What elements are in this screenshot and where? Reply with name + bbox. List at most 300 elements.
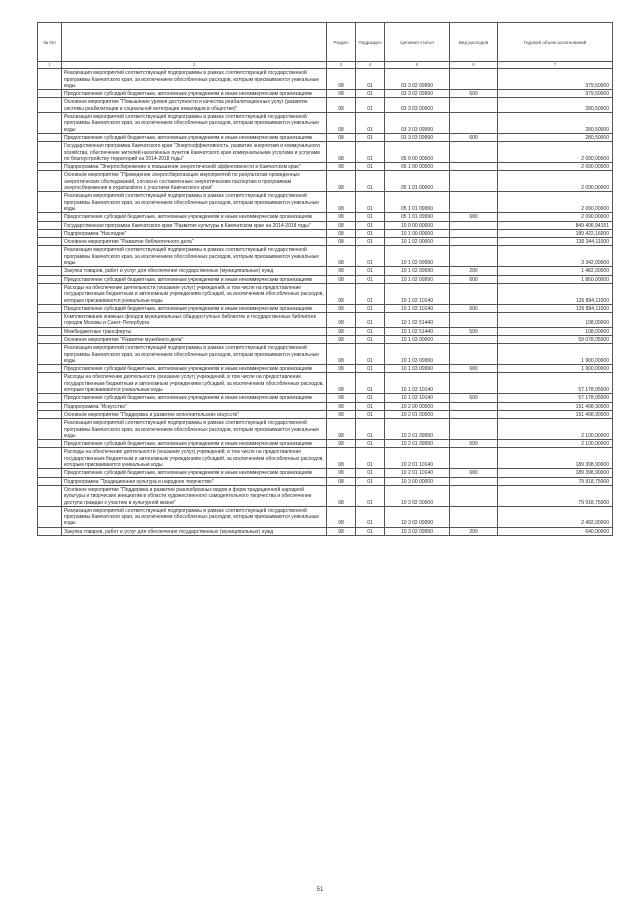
num-cell — [38, 192, 62, 213]
vr-cell — [450, 313, 498, 328]
amount-cell: 640,00000 — [498, 527, 613, 535]
vr-cell — [450, 373, 498, 394]
name-cell: Реализация мероприятий соответствующей подпрограммы в рамках соответствующей государственной программы Камчатского края, за исключением обособленных расходов, которым присваиваются уникальные коды — [62, 192, 327, 213]
header-razdel: Раздел — [327, 23, 356, 62]
csr-cell: 10 1 02 00000 — [385, 238, 450, 246]
amount-cell: 126 894,11000 — [498, 283, 613, 304]
table-row — [38, 213, 613, 221]
table-row — [38, 163, 613, 171]
razdel-cell: 08 — [327, 142, 356, 163]
table-row — [38, 448, 613, 469]
table-row — [38, 171, 613, 192]
num-cell — [38, 98, 62, 113]
name-cell: Реализация мероприятий соответствующей подпрограммы в рамках соответствующей государственной программы Камчатского края, за исключением обособленных расходов, которым присваиваются уникальные коды — [62, 506, 327, 527]
csr-cell: 05 1 01 09990 — [385, 213, 450, 221]
razdel-cell: 08 — [327, 98, 356, 113]
amount-cell: 3 342,00000 — [498, 246, 613, 267]
csr-cell: 10 3 02 00000 — [385, 485, 450, 506]
amount-cell: 2 090,00000 — [498, 163, 613, 171]
table-row — [38, 133, 613, 141]
razdel-cell: 08 — [327, 402, 356, 410]
header-podrazdel: Подраздел — [356, 23, 385, 62]
table-row — [38, 275, 613, 283]
amount-cell: 126 894,11000 — [498, 304, 613, 312]
razdel-cell: 08 — [327, 163, 356, 171]
amount-cell: 1 482,00000 — [498, 267, 613, 275]
table-row — [38, 221, 613, 229]
name-cell: Реализация мероприятий соответствующей подпрограммы в рамках соответствующей государственной программы Камчатского края, за исключением обособленных расходов, которым присваиваются уникальные коды — [62, 246, 327, 267]
name-cell: Реализация мероприятий соответствующей подпрограммы в рамках соответствующей государственной программы Камчатского края, за исключением обособленных расходов, которым присваиваются уникальные коды — [62, 113, 327, 134]
name-cell: Предоставление субсидий бюджетным, автономным учреждениям и иным некоммерческим организациям — [62, 394, 327, 402]
vr-cell — [450, 229, 498, 237]
razdel-cell: 08 — [327, 69, 356, 90]
table-row — [38, 394, 613, 402]
name-cell: Расходы на обеспечение деятельности (оказание услуг) учреждений, в том числе на предоставление государственным бюджетным и автономным учреждениям субсидий, за исключением обособленных расходов, которым присваиваются уникальные коды — [62, 448, 327, 469]
table-row — [38, 365, 613, 373]
razdel-cell: 08 — [327, 373, 356, 394]
vr-cell — [450, 344, 498, 365]
table-row — [38, 192, 613, 213]
name-cell: Государственная программа Камчатского края "Энергоэффективность, развитие энергетики и коммунального хозяйства, обеспечение жителей населенных пунктов Камчатского края коммунальными услугами и услугами по благоустройству территорий на 2014-2018 годы" — [62, 142, 327, 163]
header-name — [62, 23, 327, 62]
amount-cell: 189 422,16000 — [498, 229, 613, 237]
amount-cell: 191 498,90000 — [498, 410, 613, 418]
razdel-cell: 08 — [327, 283, 356, 304]
name-cell: Реализация мероприятий соответствующей подпрограммы в рамках соответствующей государственной программы Камчатского края, за исключением обособленных расходов, которым присваиваются уникальные коды — [62, 344, 327, 365]
vr-cell: 600 — [450, 213, 498, 221]
name-cell: Предоставление субсидий бюджетным, автономным учреждениям и иным некоммерческим организациям — [62, 304, 327, 312]
vr-cell — [450, 142, 498, 163]
header-vr: Вид расходов — [450, 23, 498, 62]
amount-cell: 2 100,00000 — [498, 419, 613, 440]
podrazdel-cell: 01 — [356, 506, 385, 527]
podrazdel-cell: 01 — [356, 527, 385, 535]
vr-cell: 600 — [450, 275, 498, 283]
vr-cell: 600 — [450, 365, 498, 373]
name-cell: Реализация мероприятий соответствующей подпрограммы в рамках соответствующей государственной программы Камчатского края, за исключением обособленных расходов, которым присваиваются уникальные коды — [62, 419, 327, 440]
amount-cell: 108,00000 — [498, 327, 613, 335]
num-cell — [38, 410, 62, 418]
csr-cell: 03 3 02 09990 — [385, 69, 450, 90]
name-cell: Основное мероприятие "Поддержка и развитие разнообразных видов и форм традиционной народной культуры и творческих инициатив в области художественного самодеятельного творчества и обеспечение доступа граждан к участию в культурной жизни" — [62, 485, 327, 506]
num-cell — [38, 267, 62, 275]
num-cell — [38, 527, 62, 535]
razdel-cell: 08 — [327, 327, 356, 335]
razdel-cell: 08 — [327, 267, 356, 275]
amount-cell: 2 090,00000 — [498, 171, 613, 192]
razdel-cell: 08 — [327, 410, 356, 418]
razdel-cell: 08 — [327, 113, 356, 134]
table-row — [38, 69, 613, 90]
vr-cell: 600 — [450, 133, 498, 141]
table-row — [38, 373, 613, 394]
vr-cell — [450, 238, 498, 246]
budget-table — [37, 22, 613, 536]
razdel-cell: 08 — [327, 506, 356, 527]
amount-cell: 2 100,00000 — [498, 440, 613, 448]
podrazdel-cell: 01 — [356, 192, 385, 213]
amount-cell: 280,50000 — [498, 133, 613, 141]
amount-cell: 2 090,00000 — [498, 213, 613, 221]
csr-cell: 10 1 03 10140 — [385, 394, 450, 402]
table-row — [38, 419, 613, 440]
page-number: 51 — [316, 887, 324, 893]
amount-cell: 379,50000 — [498, 69, 613, 90]
column-index: 5 — [385, 62, 450, 69]
podrazdel-cell: 01 — [356, 133, 385, 141]
vr-cell — [450, 402, 498, 410]
podrazdel-cell: 01 — [356, 163, 385, 171]
num-cell — [38, 448, 62, 469]
num-cell — [38, 90, 62, 98]
num-cell — [38, 440, 62, 448]
amount-cell: 2 492,00000 — [498, 506, 613, 527]
podrazdel-cell: 01 — [356, 485, 385, 506]
vr-cell: 600 — [450, 469, 498, 477]
podrazdel-cell: 01 — [356, 419, 385, 440]
razdel-cell: 08 — [327, 365, 356, 373]
razdel-cell: 08 — [327, 246, 356, 267]
name-cell: Межбюджетные трансферты — [62, 327, 327, 335]
amount-cell: 108,00000 — [498, 313, 613, 328]
csr-cell: 10 2 01 09990 — [385, 440, 450, 448]
podrazdel-cell: 01 — [356, 313, 385, 328]
csr-cell: 10 1 02 09990 — [385, 275, 450, 283]
csr-cell: 10 2 01 09990 — [385, 419, 450, 440]
amount-cell: 189 398,90000 — [498, 469, 613, 477]
name-cell: Предоставление субсидий бюджетным, автономным учреждениям и иным некоммерческим организациям — [62, 90, 327, 98]
table-row — [38, 229, 613, 237]
column-index: 2 — [62, 62, 327, 69]
vr-cell — [450, 171, 498, 192]
podrazdel-cell: 01 — [356, 283, 385, 304]
podrazdel-cell: 01 — [356, 246, 385, 267]
name-cell: Предоставление субсидий бюджетным, автономным учреждениям и иным некоммерческим организациям — [62, 275, 327, 283]
amount-cell: 130 344,11000 — [498, 238, 613, 246]
podrazdel-cell: 01 — [356, 304, 385, 312]
razdel-cell: 08 — [327, 238, 356, 246]
csr-cell: 10 1 02 10140 — [385, 304, 450, 312]
name-cell: Реализация мероприятий соответствующей подпрограммы в рамках соответствующей государственной программы Камчатского края, за исключением обособленных расходов, которым присваиваются уникальные коды — [62, 69, 327, 90]
csr-cell: 10 2 01 00000 — [385, 410, 450, 418]
name-cell: Предоставление субсидий бюджетным, автономным учреждениям и иным некоммерческим организациям — [62, 440, 327, 448]
table-row — [38, 238, 613, 246]
amount-cell: 1 900,00000 — [498, 344, 613, 365]
csr-cell: 10 1 03 09990 — [385, 365, 450, 373]
csr-cell: 10 1 03 00000 — [385, 335, 450, 343]
name-cell: Закупка товаров, работ и услуг для обеспечения государственных (муниципальных) нужд — [62, 267, 327, 275]
razdel-cell: 08 — [327, 229, 356, 237]
num-cell — [38, 275, 62, 283]
name-cell: Основное мероприятие "Развитие музейного дела" — [62, 335, 327, 343]
name-cell: Подпрограмма "Традиционная культура и народное творчество" — [62, 477, 327, 485]
name-cell: Основное мероприятие "Развитие библиотечного дела" — [62, 238, 327, 246]
podrazdel-cell: 01 — [356, 477, 385, 485]
table-row — [38, 477, 613, 485]
podrazdel-cell: 01 — [356, 373, 385, 394]
name-cell: Государственная программа Камчатского края "Развитие культуры в Камчатском крае на 2014-2018 годы" — [62, 221, 327, 229]
csr-cell: 10 1 02 51440 — [385, 313, 450, 328]
table-row — [38, 402, 613, 410]
razdel-cell: 08 — [327, 440, 356, 448]
table-row — [38, 469, 613, 477]
num-cell — [38, 469, 62, 477]
csr-cell: 10 3 00 00000 — [385, 477, 450, 485]
table-body — [38, 69, 613, 536]
csr-cell: 10 1 00 00000 — [385, 229, 450, 237]
name-cell: Комплектование книжных фондов муниципальных общедоступных библиотек и государственных библиотек городов Москвы и Санкт-Петербурга — [62, 313, 327, 328]
num-cell — [38, 163, 62, 171]
table-row — [38, 335, 613, 343]
podrazdel-cell: 01 — [356, 469, 385, 477]
budget-table-sheet — [37, 22, 612, 536]
num-cell — [38, 313, 62, 328]
podrazdel-cell: 01 — [356, 335, 385, 343]
table-row — [38, 267, 613, 275]
amount-cell: 1 900,00000 — [498, 365, 613, 373]
name-cell: Основное мероприятие "Повышение уровня доступности и качества реабилитационных услуг (развитие системы реабилитации и социальной интеграции инвалидов в обществе)" — [62, 98, 327, 113]
vr-cell — [450, 419, 498, 440]
csr-cell: 05 1 00 00000 — [385, 163, 450, 171]
razdel-cell: 08 — [327, 394, 356, 402]
table-row — [38, 313, 613, 328]
razdel-cell: 08 — [327, 477, 356, 485]
razdel-cell: 08 — [327, 304, 356, 312]
csr-cell: 10 1 02 51440 — [385, 327, 450, 335]
num-cell — [38, 238, 62, 246]
table-row — [38, 142, 613, 163]
num-cell — [38, 133, 62, 141]
num-cell — [38, 335, 62, 343]
amount-cell: 191 498,90000 — [498, 402, 613, 410]
vr-cell — [450, 98, 498, 113]
vr-cell — [450, 410, 498, 418]
razdel-cell: 08 — [327, 213, 356, 221]
name-cell: Предоставление субсидий бюджетным, автономным учреждениям и иным некоммерческим организациям — [62, 365, 327, 373]
name-cell: Подпрограмма "Наследие" — [62, 229, 327, 237]
razdel-cell: 08 — [327, 485, 356, 506]
num-cell — [38, 246, 62, 267]
amount-cell: 57 178,05000 — [498, 373, 613, 394]
razdel-cell: 08 — [327, 469, 356, 477]
amount-cell: 59 078,05000 — [498, 335, 613, 343]
podrazdel-cell: 01 — [356, 229, 385, 237]
amount-cell: 280,50000 — [498, 98, 613, 113]
podrazdel-cell: 01 — [356, 410, 385, 418]
table-row — [38, 506, 613, 527]
header-csr: Целевая статья — [385, 23, 450, 62]
podrazdel-cell: 01 — [356, 238, 385, 246]
num-cell — [38, 402, 62, 410]
column-index: 6 — [450, 62, 498, 69]
csr-cell: 05 1 01 00000 — [385, 171, 450, 192]
num-cell — [38, 283, 62, 304]
csr-cell: 10 0 00 00000 — [385, 221, 450, 229]
razdel-cell: 08 — [327, 275, 356, 283]
vr-cell — [450, 485, 498, 506]
amount-cell: 849 406,94151 — [498, 221, 613, 229]
csr-cell: 10 1 03 09990 — [385, 344, 450, 365]
table-row — [38, 344, 613, 365]
podrazdel-cell: 01 — [356, 365, 385, 373]
podrazdel-cell: 01 — [356, 440, 385, 448]
num-cell — [38, 229, 62, 237]
num-cell — [38, 69, 62, 90]
amount-cell: 2 090,00000 — [498, 142, 613, 163]
podrazdel-cell: 01 — [356, 98, 385, 113]
vr-cell — [450, 192, 498, 213]
vr-cell — [450, 448, 498, 469]
vr-cell — [450, 113, 498, 134]
vr-cell: 600 — [450, 394, 498, 402]
table-row — [38, 246, 613, 267]
razdel-cell: 08 — [327, 171, 356, 192]
vr-cell — [450, 246, 498, 267]
podrazdel-cell: 01 — [356, 142, 385, 163]
name-cell: Основное мероприятие "Проведение энергосберегающих мероприятий по результатам проведенных энергетических обследований, согласно составленным энергетическим паспортам и программам энергосбережения в organizations с участием Камчатского края" — [62, 171, 327, 192]
table-row — [38, 98, 613, 113]
name-cell: Расходы на обеспечение деятельности (оказание услуг) учреждений, в том числе на предоставление государственным бюджетным и автономным учреждениям субсидий, за исключением обособленных расходов, которым присваиваются уникальные коды — [62, 283, 327, 304]
csr-cell: 03 3 02 09990 — [385, 90, 450, 98]
vr-cell: 600 — [450, 304, 498, 312]
num-cell — [38, 304, 62, 312]
num-cell — [38, 485, 62, 506]
podrazdel-cell: 01 — [356, 344, 385, 365]
table-row — [38, 485, 613, 506]
num-cell — [38, 142, 62, 163]
table-row — [38, 113, 613, 134]
name-cell: Закупка товаров, работ и услуг для обеспечения государственных (муниципальных) нужд — [62, 527, 327, 535]
header-row — [38, 23, 613, 62]
header-num: № п/п — [38, 23, 62, 62]
razdel-cell: 08 — [327, 221, 356, 229]
podrazdel-cell: 01 — [356, 69, 385, 90]
podrazdel-cell: 01 — [356, 213, 385, 221]
razdel-cell: 08 — [327, 527, 356, 535]
razdel-cell: 08 — [327, 335, 356, 343]
podrazdel-cell: 01 — [356, 402, 385, 410]
amount-cell: 57 178,05000 — [498, 394, 613, 402]
num-cell — [38, 344, 62, 365]
table-row — [38, 527, 613, 535]
csr-cell: 03 3 03 09990 — [385, 113, 450, 134]
podrazdel-cell: 01 — [356, 394, 385, 402]
razdel-cell: 08 — [327, 133, 356, 141]
amount-cell: 280,50000 — [498, 113, 613, 134]
vr-cell: 500 — [450, 327, 498, 335]
podrazdel-cell: 01 — [356, 90, 385, 98]
razdel-cell: 08 — [327, 192, 356, 213]
csr-cell: 05 0 00 00000 — [385, 142, 450, 163]
vr-cell — [450, 506, 498, 527]
column-index-row — [38, 62, 613, 69]
num-cell — [38, 171, 62, 192]
podrazdel-cell: 01 — [356, 221, 385, 229]
column-index: 7 — [498, 62, 613, 69]
csr-cell: 10 2 01 10140 — [385, 469, 450, 477]
csr-cell: 10 3 02 09990 — [385, 527, 450, 535]
amount-cell: 379,50000 — [498, 90, 613, 98]
csr-cell: 03 3 03 00000 — [385, 98, 450, 113]
amount-cell: 79 918,75000 — [498, 477, 613, 485]
column-index: 4 — [356, 62, 385, 69]
vr-cell — [450, 283, 498, 304]
table-row — [38, 440, 613, 448]
vr-cell: 200 — [450, 267, 498, 275]
name-cell: Предоставление субсидий бюджетным, автономным учреждениям и иным некоммерческим организациям — [62, 133, 327, 141]
num-cell — [38, 419, 62, 440]
name-cell: Подпрограмма "Энергосбережение и повышение энергетической эффективности в Камчатском крае" — [62, 163, 327, 171]
vr-cell: 600 — [450, 90, 498, 98]
table-row — [38, 410, 613, 418]
name-cell: Предоставление субсидий бюджетным, автономным учреждениям и иным некоммерческим организациям — [62, 213, 327, 221]
header-amount: Годовой объем ассигнований — [498, 23, 613, 62]
table-row — [38, 283, 613, 304]
razdel-cell: 08 — [327, 344, 356, 365]
vr-cell: 600 — [450, 440, 498, 448]
name-cell: Подпрограмма "Искусство" — [62, 402, 327, 410]
column-index: 3 — [327, 62, 356, 69]
table-row — [38, 304, 613, 312]
num-cell — [38, 113, 62, 134]
name-cell: Предоставление субсидий бюджетным, автономным учреждениям и иным некоммерческим организациям — [62, 469, 327, 477]
vr-cell — [450, 69, 498, 90]
razdel-cell: 08 — [327, 90, 356, 98]
razdel-cell: 08 — [327, 448, 356, 469]
podrazdel-cell: 01 — [356, 267, 385, 275]
num-cell — [38, 365, 62, 373]
podrazdel-cell: 01 — [356, 275, 385, 283]
amount-cell: 2 090,00000 — [498, 192, 613, 213]
csr-cell: 03 3 03 09990 — [385, 133, 450, 141]
table-row — [38, 90, 613, 98]
num-cell — [38, 213, 62, 221]
podrazdel-cell: 01 — [356, 448, 385, 469]
podrazdel-cell: 01 — [356, 171, 385, 192]
num-cell — [38, 394, 62, 402]
amount-cell: 79 918,75000 — [498, 485, 613, 506]
num-cell — [38, 477, 62, 485]
num-cell — [38, 221, 62, 229]
podrazdel-cell: 01 — [356, 327, 385, 335]
csr-cell: 10 1 03 10140 — [385, 373, 450, 394]
vr-cell: 200 — [450, 527, 498, 535]
vr-cell — [450, 163, 498, 171]
csr-cell: 10 1 02 09990 — [385, 267, 450, 275]
vr-cell — [450, 335, 498, 343]
csr-cell: 10 1 02 10140 — [385, 283, 450, 304]
razdel-cell: 08 — [327, 419, 356, 440]
amount-cell: 1 860,00000 — [498, 275, 613, 283]
name-cell: Расходы на обеспечение деятельности (оказание услуг) учреждений, в том числе на предоставление государственным бюджетным и автономным учреждениям субсидий, за исключением обособленных расходов, которым присваиваются уникальные коды — [62, 373, 327, 394]
name-cell: Основное мероприятие "Поддержка и развитие исполнительских искусств" — [62, 410, 327, 418]
csr-cell: 10 2 00 00000 — [385, 402, 450, 410]
razdel-cell: 08 — [327, 313, 356, 328]
vr-cell — [450, 477, 498, 485]
num-cell — [38, 506, 62, 527]
amount-cell: 189 398,90000 — [498, 448, 613, 469]
vr-cell — [450, 221, 498, 229]
column-index: 1 — [38, 62, 62, 69]
csr-cell: 10 1 02 09990 — [385, 246, 450, 267]
num-cell — [38, 327, 62, 335]
num-cell — [38, 373, 62, 394]
table-row — [38, 327, 613, 335]
csr-cell: 05 1 01 09990 — [385, 192, 450, 213]
csr-cell: 10 2 01 10140 — [385, 448, 450, 469]
csr-cell: 10 3 02 09990 — [385, 506, 450, 527]
podrazdel-cell: 01 — [356, 113, 385, 134]
